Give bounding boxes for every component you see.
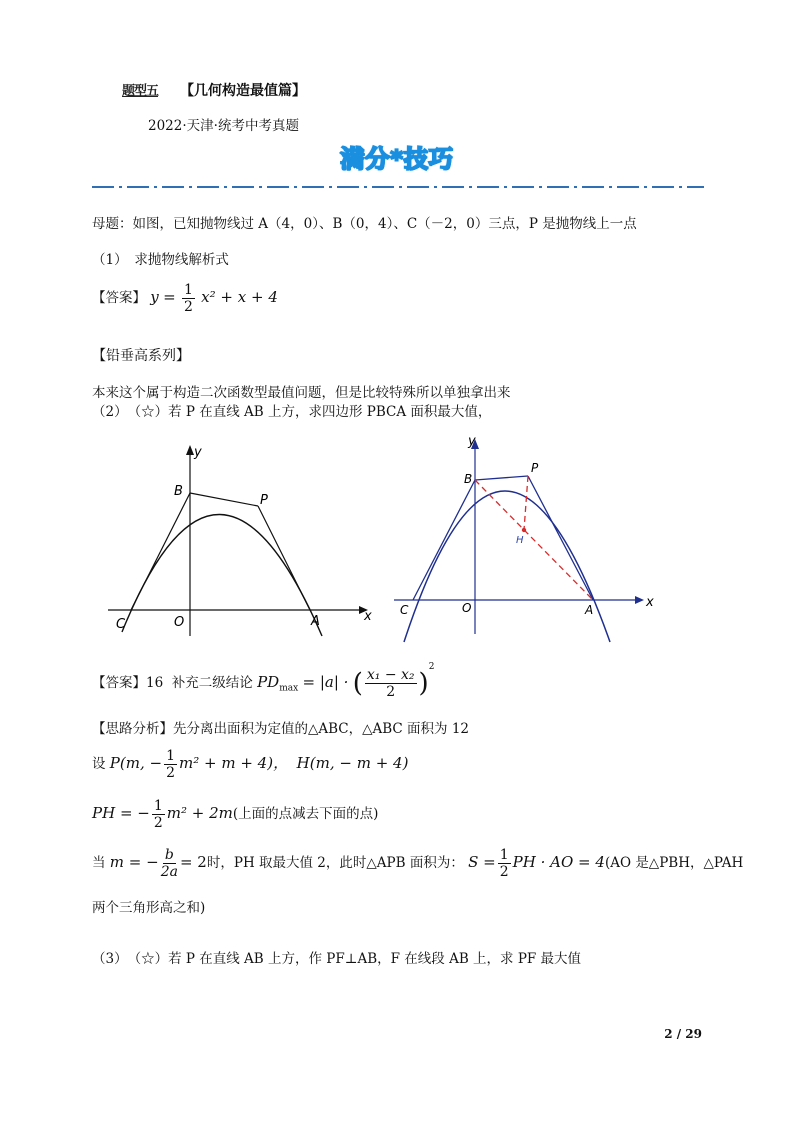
label-o: O xyxy=(462,601,472,615)
answer-1 xyxy=(92,282,278,315)
label-b: B xyxy=(464,472,473,486)
fraction-denominator: 2 xyxy=(183,299,193,315)
label-x: x xyxy=(646,595,654,610)
label-p: P xyxy=(531,461,539,475)
when-a: m = − xyxy=(109,853,159,871)
dashed-ph xyxy=(524,476,528,530)
label-a: A xyxy=(311,614,320,629)
figure-right xyxy=(388,430,658,645)
fraction xyxy=(182,282,195,315)
answer-1-y: y xyxy=(150,288,159,306)
answer-label: 【答案】 xyxy=(92,675,146,691)
answer-2-value: 16 xyxy=(146,675,164,691)
label-h: H xyxy=(516,535,524,546)
question-3: （3） （☆）若 P 在直线 AB 上方，作 PF⊥AB，F 在线段 AB 上，求 PF 最大值 xyxy=(92,951,582,967)
fraction-numerator: 1 xyxy=(166,748,175,764)
series-heading: 【铅垂高系列】 xyxy=(92,348,190,364)
x-axis-arrow xyxy=(635,596,644,604)
dash-dot-divider xyxy=(92,184,704,190)
fraction-denominator: 2 xyxy=(166,765,175,781)
supplement-label: 补充二级结论 xyxy=(171,675,253,691)
section-title: 【几何构造最值篇】 xyxy=(180,83,306,99)
formula-lhs: PD xyxy=(257,673,280,691)
segment-cb xyxy=(131,493,190,610)
fraction-denominator: 2 xyxy=(153,815,163,831)
paren-close: ) xyxy=(418,668,429,699)
formula-sub: max xyxy=(279,683,299,694)
fraction xyxy=(498,847,511,880)
set-point-p xyxy=(92,748,408,781)
question-1: （1） 求抛物线解析式 xyxy=(92,252,229,268)
analysis-text: 先分离出面积为定值的△ABC，△ABC 面积为 12 xyxy=(173,721,470,737)
label-c: C xyxy=(116,617,126,632)
set-prefix: 设 xyxy=(92,756,106,772)
set-h: H(m, − m + 4) xyxy=(296,754,409,772)
area-note-continued: 两个三角形高之和) xyxy=(92,900,206,916)
fraction xyxy=(152,798,165,831)
fraction-denominator: 2 xyxy=(499,864,509,880)
fraction xyxy=(164,748,177,781)
answer-1-rest: x² + x + 4 xyxy=(201,288,278,306)
when-text: 时，PH 取最大值 2，此时△APB 面积为： xyxy=(206,855,464,871)
parabola xyxy=(404,491,610,642)
figure-left xyxy=(100,440,380,640)
banner-title: 满分*技巧 xyxy=(340,145,454,173)
label-a: A xyxy=(585,603,594,617)
label-x: x xyxy=(364,609,372,624)
answer-label: 【答案】 xyxy=(92,290,146,306)
fraction xyxy=(161,847,178,880)
label-o: O xyxy=(174,615,185,630)
ph-b: m² + 2m xyxy=(166,804,233,822)
fraction-numerator: x₁ − x₂ xyxy=(366,667,415,683)
exam-source: 2022·天津·统考中考真题 xyxy=(148,118,299,134)
fraction-numerator: b xyxy=(164,847,174,863)
segment-bp xyxy=(475,476,528,480)
answer-1-eq: = xyxy=(163,288,176,306)
point-h xyxy=(522,528,526,532)
analysis xyxy=(92,717,469,737)
segment-bp xyxy=(190,493,258,506)
fraction-denominator: 2a xyxy=(160,864,178,880)
area-note: (AO 是△PBH，△PAH xyxy=(604,855,744,871)
area-a: S = xyxy=(468,853,496,871)
fraction-denominator: 2 xyxy=(386,684,396,700)
series-note: 本来这个属于构造二次函数型最值问题，但是比较特殊所以单独拿出来 xyxy=(92,385,511,401)
segment-pa xyxy=(258,506,310,610)
fraction-numerator: 1 xyxy=(183,282,193,298)
when-prefix: 当 xyxy=(92,855,106,871)
maximum-statement xyxy=(92,847,743,880)
problem-stem: 母题：如图，已知抛物线过 A（4，0）、B（0，4）、C（－2，0）三点，P 是抛物线上一点 xyxy=(92,216,637,232)
label-p: P xyxy=(260,493,268,508)
when-b: = 2 xyxy=(179,853,207,871)
analysis-label: 【思路分析】 xyxy=(92,721,173,737)
dashed-ba xyxy=(475,480,593,600)
question-2: （2） （☆）若 P 在直线 AB 上方，求四边形 PBCA 面积最大值， xyxy=(92,404,492,420)
formula-exp: 2 xyxy=(428,662,435,672)
label-c: C xyxy=(400,603,409,617)
area-b: PH · AO = 4 xyxy=(512,853,605,871)
fraction xyxy=(365,667,417,700)
label-y: y xyxy=(194,445,202,460)
answer-2 xyxy=(92,662,434,700)
ph-note: (上面的点减去下面的点) xyxy=(232,806,379,822)
fraction-numerator: 1 xyxy=(499,847,509,863)
formula-mid: = |a| · xyxy=(302,673,349,691)
set-p-a: P(m, − xyxy=(109,754,163,772)
set-p-b: m² + m + 4)， xyxy=(179,754,289,772)
segment-cb xyxy=(413,480,475,600)
paren-open: ( xyxy=(352,668,363,699)
y-axis-arrow xyxy=(186,445,194,455)
label-b: B xyxy=(174,484,183,499)
fraction-numerator: 1 xyxy=(153,798,163,814)
question-type-tag: 题型五 xyxy=(122,84,159,99)
ph-expression xyxy=(92,798,378,831)
segment-pa xyxy=(528,476,593,600)
label-y: y xyxy=(468,434,476,449)
ph-a: PH = − xyxy=(92,804,150,822)
page-number: 2 / 29 xyxy=(664,1027,702,1041)
